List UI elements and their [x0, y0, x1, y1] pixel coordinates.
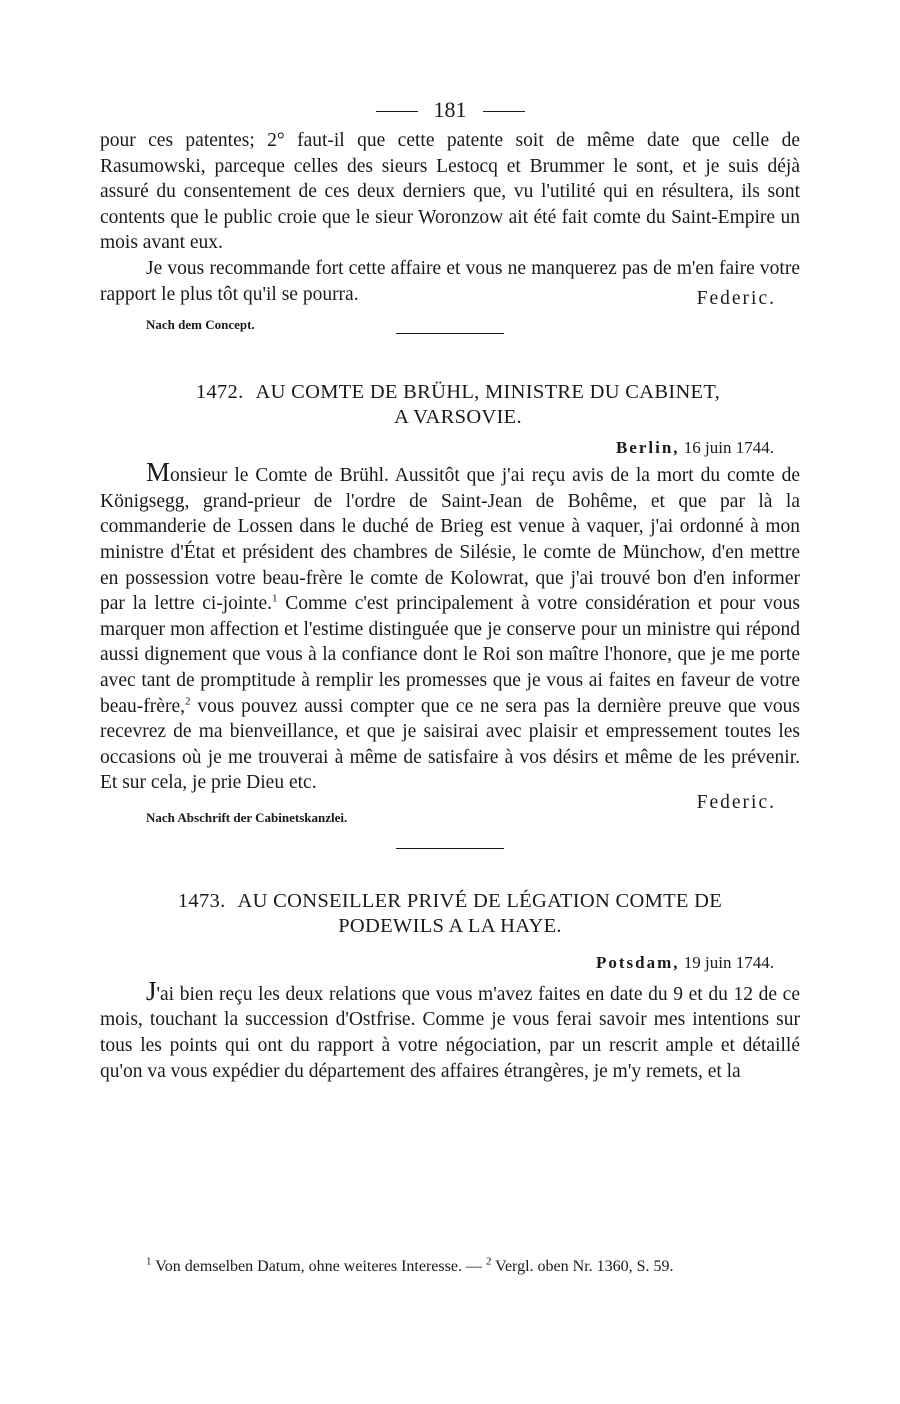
footnote-line [100, 1255, 800, 1278]
footnote-2-text: Vergl. oben Nr. 1360, S. 59. [495, 1258, 674, 1275]
letter-heading-line-2: PODEWILS A LA HAYE. [338, 914, 562, 937]
signature: Federic. [696, 791, 776, 813]
dateline-date: 19 juin 1744. [683, 952, 774, 972]
letter-body-text-3: vous pouvez aussi compter que ce ne sera pas la dernière preuve que vous recevrez de ma bienveillance, et que je saisirai avec plaisir et empressement toutes les occasions où je me trouverai à même de satisfaire à vos désirs et même de les prévenir. Et sur cela, je prie Dieu etc. [100, 695, 800, 794]
page-number: 181 [433, 97, 467, 122]
source-note: Nach dem Concept. [146, 317, 255, 333]
dateline-place: Potsdam, [596, 952, 680, 972]
footnote-1-mark: 1 [146, 1255, 152, 1268]
header-dash-left [376, 111, 418, 112]
dateline [100, 953, 800, 975]
header-dash-right [483, 111, 525, 112]
continuation-paragraph-2-text: Je vous recommande fort cette affaire et vous ne manquerez pas de m'en faire votre rapport le plus tôt qu'il se pourra. [100, 257, 800, 305]
initial-letter: J [146, 975, 157, 1006]
letter-heading [100, 380, 800, 430]
dateline [100, 438, 800, 460]
footnote-1-text: Von demselben Datum, ohne weiteres Interesse. — [155, 1258, 482, 1275]
letter-number: 1473. [177, 889, 226, 912]
letter-body-text-2: Comme c'est principalement à votre considération et pour vous marquer mon affection et l'estime distinguée que je conserve pour un ministre qui répond aussi dignement que vous à la confiance dont le Roi son maître l'honore, que je me porte avec tant de promptitude à remplir les promesses que je vous ai faites en faveur de votre beau-frère, [100, 593, 800, 717]
initial-letter: M [146, 457, 171, 488]
dateline-date: 16 juin 1744. [683, 438, 774, 458]
footnote-2-mark: 2 [485, 1255, 492, 1268]
letter-body-text: 'ai bien reçu les deux relations que vous m'avez faites en date du 9 et du 12 de ce mois, touchant la succession d'Ostfrise. Comme je vous ferai savoir mes intentions sur tous les points qui ont du rapport à votre négociation, par un rescrit ample et détaillé qu'on va vous expédier du département des affaires étrangères, je m'y remets, et la [100, 983, 800, 1082]
footnotes [100, 1255, 800, 1278]
continuation-paragraph-2 [100, 256, 800, 307]
letter-heading-line-2: A VARSOVIE. [394, 406, 522, 429]
source-note: Nach Abschrift der Cabinetskanzlei. [146, 809, 348, 825]
letter-number: 1472. [195, 381, 244, 404]
letter-body [100, 975, 800, 1084]
letter-body [100, 457, 800, 796]
letter-heading-line-1: AU COMTE DE BRÜHL, MINISTRE DU CABINET, [255, 381, 721, 404]
continuation-closing [100, 256, 800, 307]
page-header [100, 92, 800, 128]
footnote-ref-1: 1 [272, 592, 278, 605]
letter-heading-line-1: AU CONSEILLER PRIVÉ DE LÉGATION COMTE DE [237, 889, 723, 912]
footnote-ref-2: 2 [184, 695, 191, 707]
page [100, 92, 800, 1084]
letter-body-text-1: onsieur le Comte de Brühl. Aussitôt que j'ai reçu avis de la mort du comte de Königsegg, grand-prieur de l'ordre de Saint-Jean de Bohême, et que par là la commanderie de Lossen dans le duché de Brieg est venue à vaquer, j'ai ordonné à mon ministre d'État et président des chambres de Silésie, le comte de Münchow, d'en mettre en possession votre beau-frère le comte de Kolowrat, que j'ai trouvé bon d'en informer par la lettre ci-jointe. [100, 465, 800, 615]
letter-body-closing [100, 457, 800, 813]
dateline-place: Berlin, [615, 438, 680, 458]
signature: Federic. [696, 287, 776, 309]
letter-heading [100, 889, 800, 939]
continuation-paragraph: pour ces patentes; 2° faut-il que cette patente soit de même date que celle de Rasumowski, parceque celles des sieurs Lestocq et Brummer le sont, et je suis déjà assuré du consentement de ces deux derniers que, vu l'utilité qui en résultera, ils sont contents que le public croie que le sieur Woronzow ait été fait comte du Saint-Empire un mois avant eux. [100, 130, 800, 254]
